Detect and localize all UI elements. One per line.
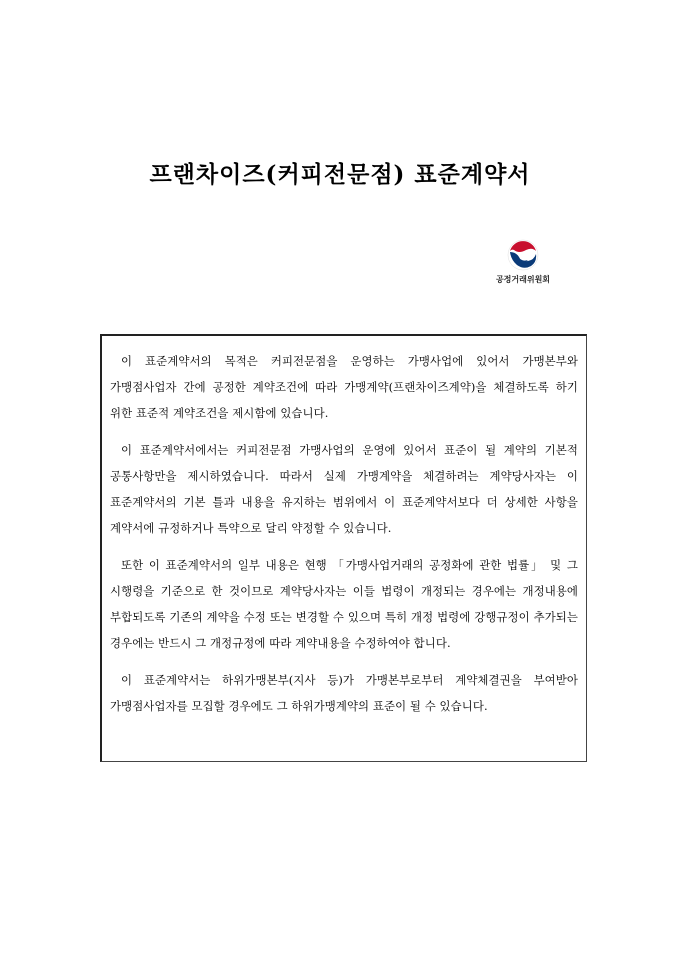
notice-box — [100, 334, 587, 762]
notice-paragraph-legal: 또한 이 표준계약서의 일부 내용은 현행 「가맹사업거래의 공정화에 관한 법률」 및 그 시행령을 기준으로 한 것이므로 계약당사자는 이들 법령이 개정되는 경우에는 개정내용에 부합되도록 기존의 계약을 수정 또는 변경할 수 있으며 특히 개정 법령에 강행규정이 추가되는 경우에는 반드시 그 개정규정에 따라 계약내용을 수정하여야 합니다. — [110, 558, 578, 650]
notice-paragraph-scope: 이 표준계약서에서는 커피전문점 가맹사업의 운영에 있어서 표준이 될 계약의 기본적 공통사항만을 제시하였습니다. 따라서 실제 가맹계약을 체결하려는 계약당사자는 이 표준계약서의 기본 틀과 내용을 유지하는 범위에서 이 표준계약서보다 더 상세한 사항을 계약서에 규정하거나 특약으로 달리 약정할 수 있습니다. — [110, 443, 578, 535]
notice-paragraph-purpose: 이 표준계약서의 목적은 커피전문점을 운영하는 가맹사업에 있어서 가맹본부와 가맹점사업자 간에 공정한 계약조건에 따라 가맹계약(프랜차이즈계약)을 체결하도록 하기 위한 표준적 계약조건을 제시함에 있습니다. — [110, 354, 578, 420]
ftc-logo — [488, 238, 558, 285]
notice-paragraph-sub-franchisor: 이 표준계약서는 하위가맹본부(지사 등)가 가맹본부로부터 계약체결권을 부여받아 가맹점사업자를 모집할 경우에도 그 하위가맹계약의 표준이 될 수 있습니다. — [110, 673, 578, 713]
ftc-logo-text: 공정거래위원회 — [495, 275, 551, 284]
ftc-emblem-icon — [506, 238, 540, 272]
document-title: 프랜차이즈(커피전문점) 표준계약서 — [149, 161, 531, 188]
